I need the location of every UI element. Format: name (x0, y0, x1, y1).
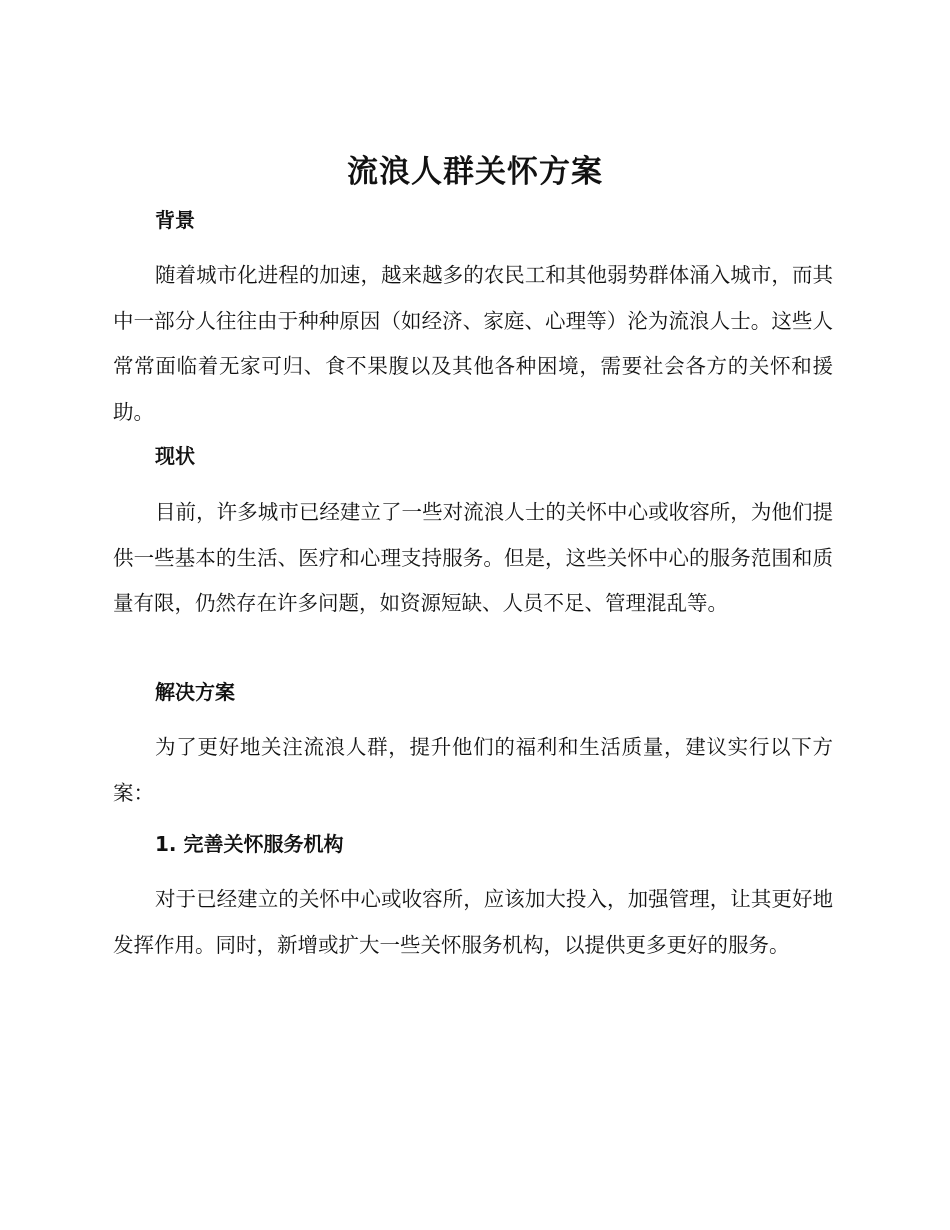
section-heading-solution: 解决方案 (155, 680, 235, 704)
section-paragraph-solution: 为了更好地关注流浪人群，提升他们的福利和生活质量，建议实行以下方案： (113, 735, 833, 805)
subsection-heading-item1: 1. 完善关怀服务机构 (155, 832, 344, 856)
section-heading-background: 背景 (155, 208, 195, 232)
subsection-paragraph-item1: 对于已经建立的关怀中心或收容所，应该加大投入，加强管理，让其更好地发挥作用。同时，新增或扩大一些关怀服务机构，以提供更多更好的服务。 (113, 887, 833, 957)
document-title: 流浪人群关怀方案 (347, 154, 603, 190)
section-heading-status: 现状 (155, 444, 195, 468)
section-paragraph-status: 目前，许多城市已经建立了一些对流浪人士的关怀中心或收容所，为他们提供一些基本的生活、医疗和心理支持服务。但是，这些关怀中心的服务范围和质量有限，仍然存在许多问题，如资源短缺、人员不足、管理混乱等。 (113, 500, 833, 615)
section-paragraph-background: 随着城市化进程的加速，越来越多的农民工和其他弱势群体涌入城市，而其中一部分人往往由于种种原因（如经济、家庭、心理等）沦为流浪人士。这些人常常面临着无家可归、食不果腹以及其他各种困境，需要社会各方的关怀和援助。 (113, 263, 833, 424)
